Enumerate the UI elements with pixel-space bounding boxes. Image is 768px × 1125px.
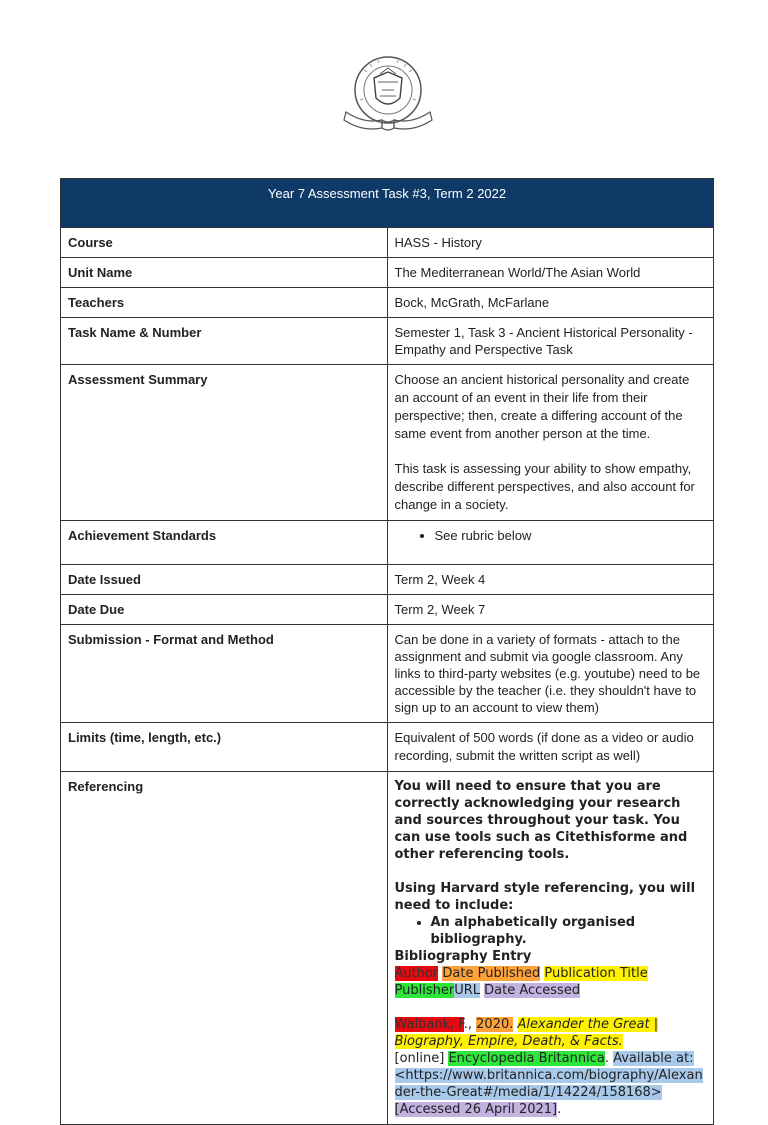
submission-value: Can be done in a variety of formats - attach to the assignment and submit via google classroom. Any links to third-party websites (e.g. youtube) need to be accessible by the teacher (i.e. they shouldn't have to sign up to an account to view them) [387, 625, 714, 723]
issued-value: Term 2, Week 4 [387, 565, 714, 595]
bibliography-bullet: • An alphabetically organised bibliography. [431, 914, 707, 948]
example-end: . [557, 1102, 562, 1117]
example-publisher: Encyclopedia Britannica [448, 1051, 605, 1066]
key-publication-title: Publication Title [544, 966, 648, 981]
example-title: Alexander the Great | Biography, Empire, Death, & Facts. [394, 1017, 659, 1049]
key-url: URL [454, 983, 480, 998]
referencing-value [387, 772, 714, 1125]
standards-label: Achievement Standards [61, 521, 388, 565]
key-publisher: Publisher [394, 983, 455, 998]
key-author: Author [394, 966, 439, 981]
teachers-value: Bock, McGrath, McFarlane [387, 288, 714, 318]
key-date-accessed: Date Accessed [484, 983, 581, 998]
limits-value: Equivalent of 500 words (if done as a video or audio recording, submit the written script as well) [387, 723, 714, 772]
due-value: Term 2, Week 7 [387, 595, 714, 625]
assessment-table [60, 178, 714, 1125]
bibliography-heading: Bibliography Entry [394, 949, 532, 964]
standards-bullet: • See rubric below [435, 527, 707, 544]
bibliography-key [395, 966, 648, 998]
school-crest-icon [342, 50, 434, 138]
example-online: [online] [394, 1051, 449, 1066]
referencing-label: Referencing [61, 772, 388, 1125]
harvard-instruction: Using Harvard style referencing, you will need to include: [394, 881, 696, 913]
submission-label: Submission - Format and Method [61, 625, 388, 723]
course-label: Course [61, 228, 388, 258]
example-separator: ., [463, 1017, 477, 1032]
summary-value [387, 365, 714, 521]
example-citation [395, 1017, 703, 1117]
task-name-label: Task Name & Number [61, 318, 388, 365]
key-date-published: Date Published [442, 966, 541, 981]
example-year: 2020. [476, 1017, 514, 1032]
standards-value [387, 521, 714, 565]
unit-label: Unit Name [61, 258, 388, 288]
course-value: HASS - History [387, 228, 714, 258]
teachers-label: Teachers [61, 288, 388, 318]
issued-label: Date Issued [61, 565, 388, 595]
summary-paragraph-2: This task is assessing your ability to show empathy, describe different perspectives, and also account for change in a society. [394, 461, 695, 512]
limits-label: Limits (time, length, etc.) [61, 723, 388, 772]
summary-paragraph-1: Choose an ancient historical personality and create an account of an event in their life from their perspective; then, create a differing account of the same event from another person at the time. [394, 372, 690, 441]
task-name-value: Semester 1, Task 3 - Ancient Historical Personality - Empathy and Perspective Task [387, 318, 714, 365]
due-label: Date Due [61, 595, 388, 625]
example-author: Walbank, F [394, 1017, 464, 1032]
example-url: Available at: <https://www.britannica.com/biography/Alexander-the-Great#/media/1/14224/158168> [394, 1051, 703, 1100]
task-title: Year 7 Assessment Task #3, Term 2 2022 [61, 179, 714, 228]
referencing-intro: You will need to ensure that you are correctly acknowledging your research and sources throughout your task. You can use tools such as Citethisforme and other referencing tools. [394, 779, 688, 862]
summary-label: Assessment Summary [61, 365, 388, 521]
example-separator-2: . [604, 1051, 614, 1066]
example-accessed: [Accessed 26 April 2021] [394, 1102, 558, 1117]
unit-value: The Mediterranean World/The Asian World [387, 258, 714, 288]
